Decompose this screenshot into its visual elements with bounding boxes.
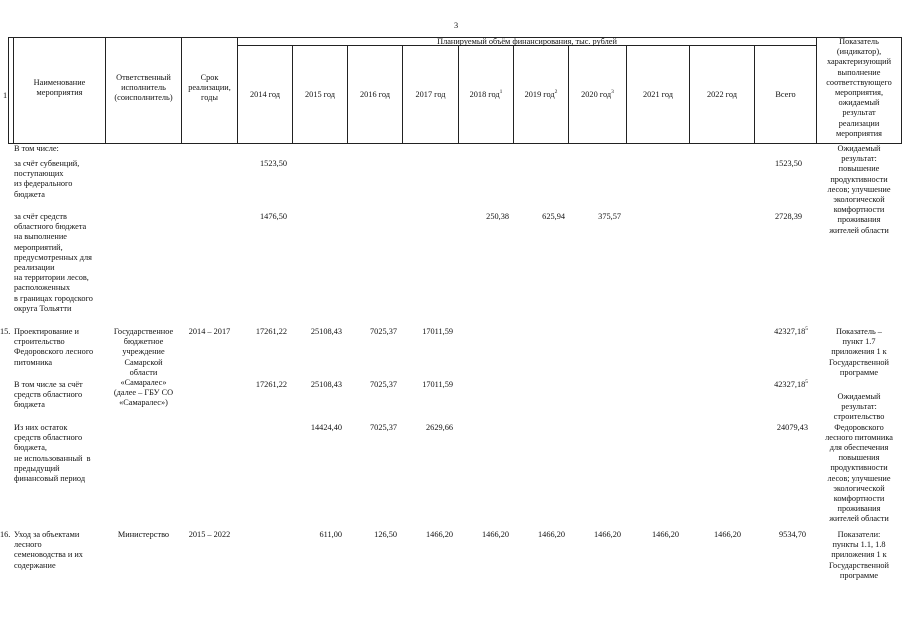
row-value: 1523,50 xyxy=(260,159,287,168)
header-year: 2020 год$^3$ xyxy=(581,89,614,99)
subrow-value: 25108,43 xyxy=(310,380,342,389)
item-value: 17011,59 xyxy=(422,327,453,336)
header-indicator: Показатель (индикатор), характеризующий выполнение соответствующего мероприятия, ожидаемый результат реализации мероприятия xyxy=(826,37,892,138)
item-indicator: Показатели: пункты 1.1, 1.8 приложения 1 к Государственной программе xyxy=(828,530,889,580)
col-border xyxy=(901,37,902,144)
item-executor: Государственное бюджетное учреждение Самарской области «Самаралес» (далее – ГБУ СО «Самаралес») xyxy=(113,327,174,408)
header-name: Наименование мероприятия xyxy=(33,78,86,98)
header-term: Срок реализации, годы xyxy=(188,73,231,103)
header-year: 2014 год xyxy=(250,90,280,99)
subrow-name: Из них остаток средств областного бюджета, не использованный в предыдущий финансовый период xyxy=(14,423,91,484)
row-value: 625,94 xyxy=(542,212,565,221)
row-value: 375,57 xyxy=(598,212,621,221)
item-name: Уход за объектами лесного семеноводства и их содержание xyxy=(14,530,83,570)
row-value: 1476,50 xyxy=(260,212,287,221)
block-intro: В том числе: xyxy=(14,144,59,153)
row-value: 250,38 xyxy=(486,212,509,221)
header-col0: 1 xyxy=(3,91,8,100)
row-total: 1523,50 xyxy=(775,159,802,168)
header-year: 2022 год xyxy=(707,90,737,99)
header-year: 2016 год xyxy=(360,90,390,99)
item-number: 15. xyxy=(0,327,11,336)
row-name: за счёт средств областного бюджета на выполнение мероприятий, предусмотренных для реализации на территории лесов, расположенных в границах городского округа Тольятти xyxy=(14,212,93,313)
item-value: 1466,20 xyxy=(714,530,741,539)
header-year: 2019 год$^2$ xyxy=(524,89,558,99)
header-bottom-border xyxy=(8,143,902,144)
item-number: 16. xyxy=(0,530,11,539)
item-value: 7025,37 xyxy=(370,327,397,336)
header-total: Всего xyxy=(775,90,796,99)
block1-indicator: Ожидаемый результат: повышение продуктивности лесов; улучшение экологической комфортности проживания жителей области xyxy=(827,144,891,235)
item-executor: Министерство xyxy=(117,530,170,539)
item-value: 17261,22 xyxy=(255,327,287,336)
header-year: 2018 год$^1$ xyxy=(469,89,503,99)
subrow-total: 24079,43 xyxy=(776,423,808,432)
row-total: 2728,39 xyxy=(775,212,802,221)
subrow-value: 2629,66 xyxy=(426,423,453,432)
subrow-value: 7025,37 xyxy=(370,423,397,432)
item-value: 611,00 xyxy=(319,530,342,539)
item-value: 25108,43 xyxy=(310,327,342,336)
item-name: Проектирование и строительство Федоровского лесного питомника xyxy=(14,327,94,367)
item-term: 2015 – 2022 xyxy=(188,530,231,539)
item-indicator: Показатель – пункт 1.7 приложения 1 к Государственной программе xyxy=(828,327,889,377)
header-financing: Планируемый объём финансирования, тыс. рублей xyxy=(437,37,617,46)
header-executor: Ответственный исполнитель (соисполнитель) xyxy=(114,73,173,103)
page-number: 3 xyxy=(454,21,459,30)
item-value: 1466,20 xyxy=(538,530,565,539)
subrow-value: 14424,40 xyxy=(310,423,342,432)
header-year: 2017 год xyxy=(415,90,446,99)
header-year: 2021 год xyxy=(643,90,673,99)
item-total: 42327,18$^5$ xyxy=(774,326,808,336)
item-indicator-result: Ожидаемый результат: строительство Федоровского лесного питомника для обеспечения повышения продуктивности лесов; улучшение экологической комфортности проживания жителей области xyxy=(825,392,893,524)
col-border xyxy=(8,37,9,144)
item-term: 2014 – 2017 xyxy=(188,327,231,336)
item-value: 1466,20 xyxy=(652,530,679,539)
header-year: 2015 год xyxy=(305,90,335,99)
subrow-value: 17011,59 xyxy=(422,380,453,389)
item-value: 1466,20 xyxy=(426,530,453,539)
subrow-value: 7025,37 xyxy=(370,380,397,389)
subrow-total: 42327,18$^5$ xyxy=(774,379,808,389)
item-total: 9534,70 xyxy=(779,530,806,539)
subrow-name: В том числе за счёт средств областного бюджета xyxy=(14,380,83,410)
row-name: за счёт субвенций, поступающих из федерального бюджета xyxy=(14,159,80,199)
item-value: 1466,20 xyxy=(482,530,509,539)
subrow-value: 17261,22 xyxy=(255,380,287,389)
item-value: 1466,20 xyxy=(594,530,621,539)
item-value: 126,50 xyxy=(374,530,397,539)
